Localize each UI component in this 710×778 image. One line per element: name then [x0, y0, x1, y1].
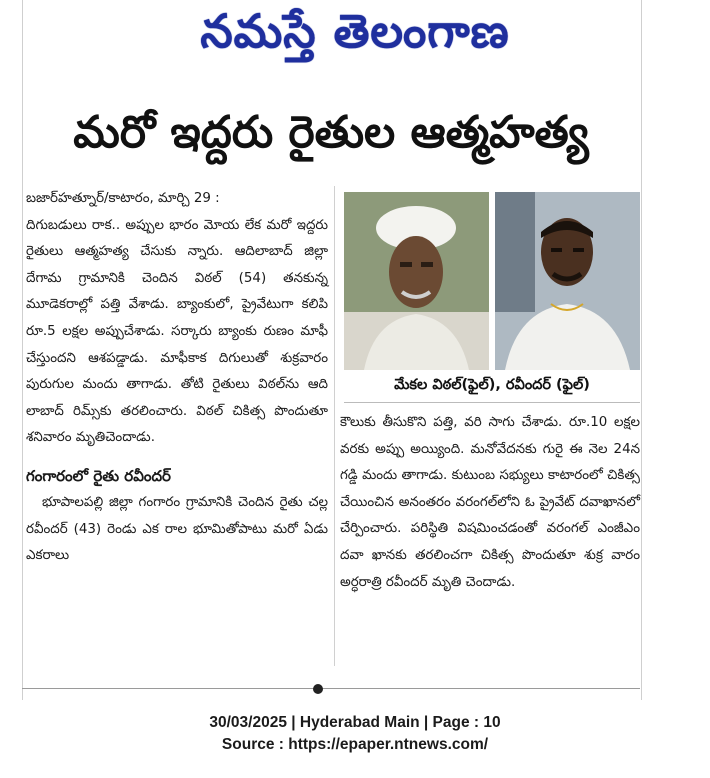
sub-headline: గంగారంలో రైతు రవీందర్	[26, 466, 171, 485]
farmer-photo-ravinder	[495, 192, 640, 370]
paragraph: భూపాలపల్లి జిల్లా గంగారం గ్రామానికి చెందిన రైతు చల్ల రవీందర్ (43) రెండు ఎక రాల భూమితోపాటు మరో ఏడు ఎకరాలు	[26, 494, 328, 564]
photo-strip	[344, 192, 640, 370]
page-footer	[0, 712, 710, 756]
paragraph: కౌలుకు తీసుకొని పత్తి, వరి సాగు చేశాడు. రూ.10 లక్షల వరకు అప్పు అయ్యింది. మనోవేదనకు గురై ఈ నెల 24న గడ్డి మందు తాగాడు. కుటుంబ సభ్యులు కాటారంలో చికిత్స చేయించిన అనంతరం వరంగల్‌లోని ఓ ప్రైవేట్ దవాఖానలో చేర్పించారు. పరిస్థితి విషమించడంతో వరంగల్ ఎంజీఎం దవా ఖానకు తరలించగా చికిత్స పొందుతూ శుక్ర వారం అర్ధరాత్రి రవీందర్ మృతి చెందాడు.	[340, 415, 640, 590]
bottom-ornament	[313, 684, 323, 694]
source-link[interactable]: Source : https://epaper.ntnews.com/	[221, 736, 489, 753]
edition-info: 30/03/2025 | Hyderabad Main | Page : 10	[209, 714, 501, 731]
article-column-left	[26, 186, 328, 570]
article-column-right	[340, 410, 640, 596]
paragraph: దిగుబడులు రాక.. అప్పుల భారం మోయ లేక మరో ఇద్దరు రైతులు ఆత్మహత్య చేసుకు న్నారు. ఆదిలాబాద్ జిల్లా దేగామ గ్రామానికి చెందిన విఠల్ (54) తనకున్న మూడెకరాల్లో పత్తి వేశాడు. బ్యాంకులో, ప్రైవేటుగా కలిపి రూ.5 లక్షల అప్పుచేశాడు. సర్కారు బ్యాంకు రుణం మాఫీ చేస్తుందని ఆశపడ్డాడు. మాఫీకాక దిగులుతో శుక్రవారం పురుగుల మందు తాగాడు. తోటి రైతులు విఠల్‌ను ఆది లాబాద్ రిమ్స్‌కు తరలించారు. విఠల్ చికిత్స పొందుతూ శనివారం మృతిచెందాడు.	[26, 217, 328, 446]
column-divider	[334, 186, 335, 666]
photo-caption: మేకల విఠల్(ఫైల్), రవీందర్ (ఫైల్)	[344, 372, 640, 403]
article-headline: మరో ఇద్దరు రైతుల ఆత్మహత్య	[73, 107, 589, 158]
farmer-photo-vithal	[344, 192, 489, 370]
bottom-rule	[22, 688, 640, 689]
newspaper-masthead: నమస్తే తెలంగాణ	[200, 4, 510, 58]
dateline: బజార్‌హత్నూర్/కాటారం, మార్చి 29 :	[26, 191, 220, 206]
